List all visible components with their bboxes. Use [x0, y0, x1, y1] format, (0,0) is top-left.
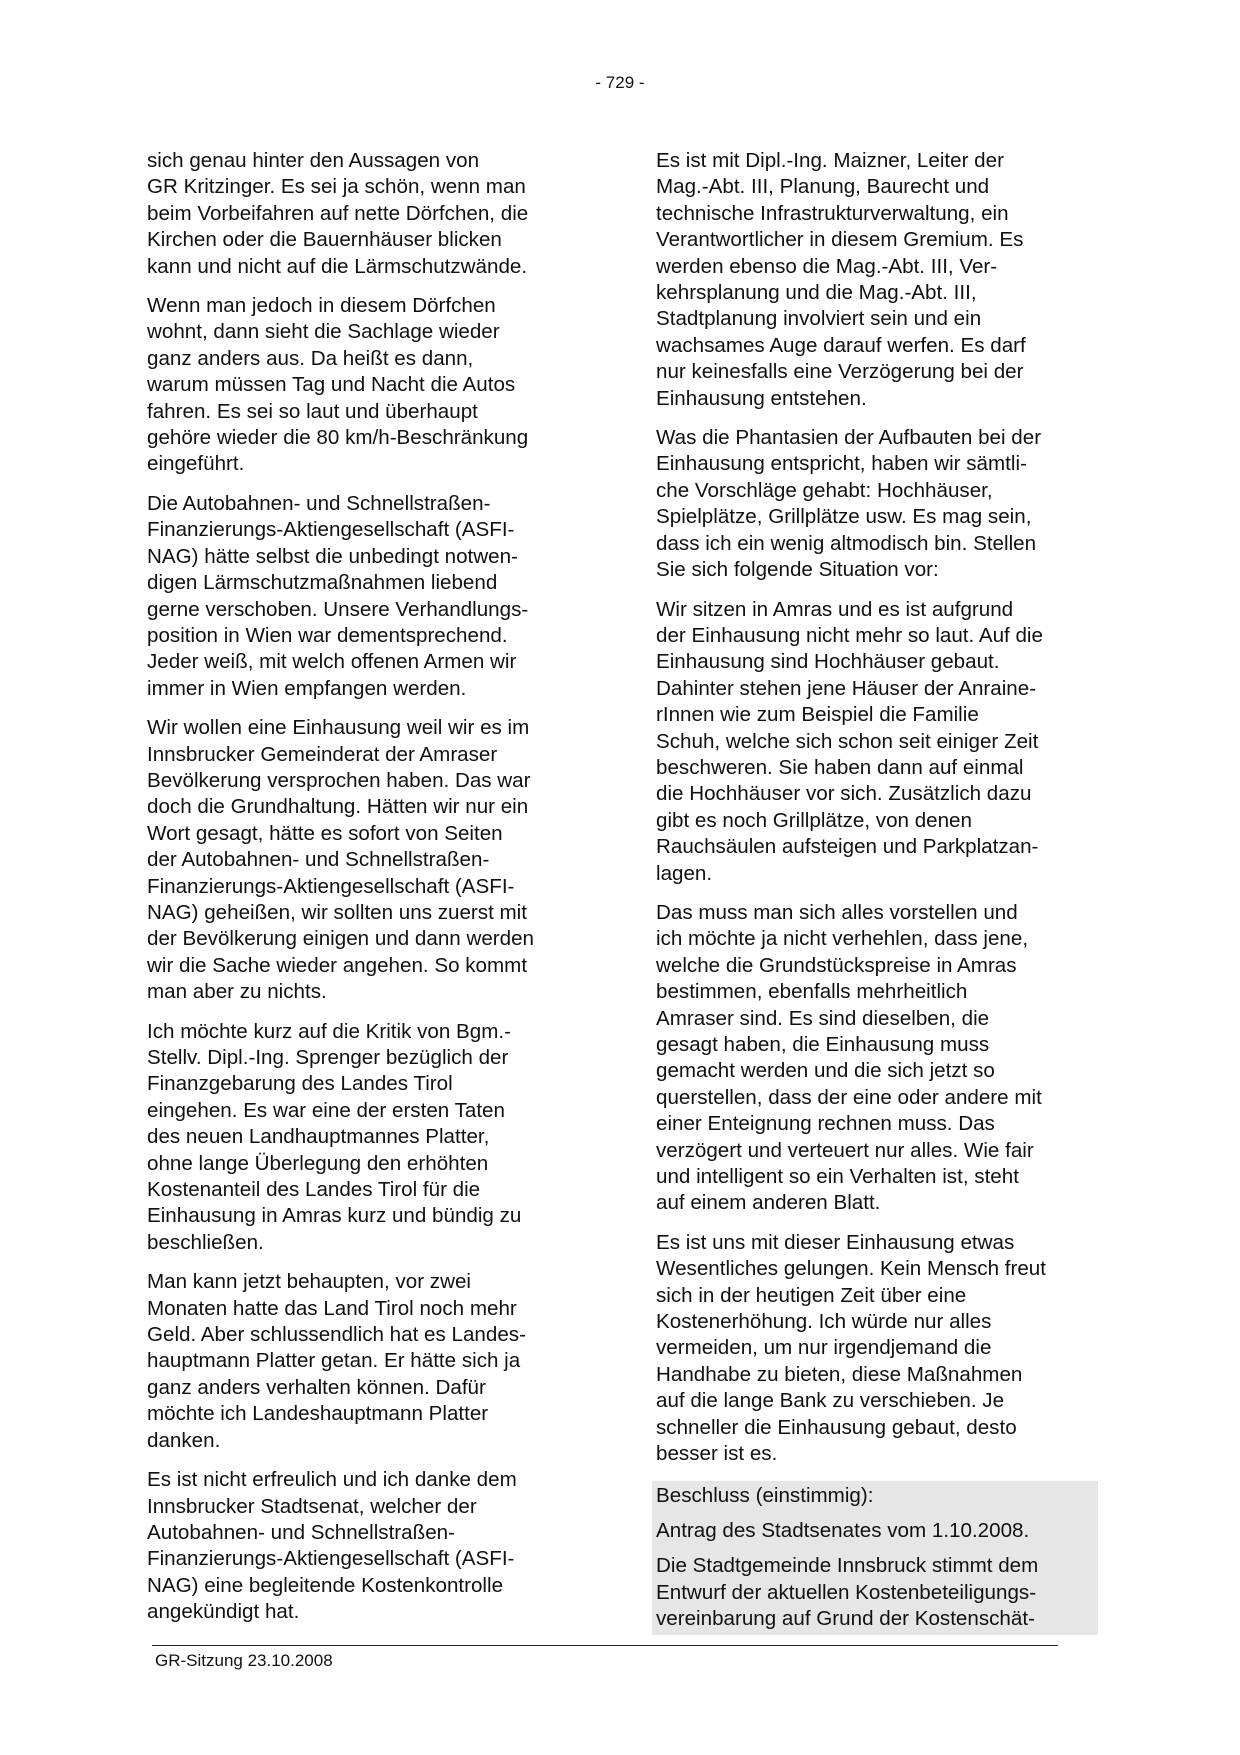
page-number: - 729 -: [595, 73, 645, 92]
right-column: [656, 148, 1098, 1635]
paragraph: Die Autobahnen- und Schnellstraßen- Finanzierungs-Aktiengesellschaft (ASFI- NAG) hätte selbst die unbedingt notwen- digen Lärmschutzmaßnahmen liebend gerne verschoben. Unsere Verhandlungs- position in Wien war dementsprechend. Jeder weiß, mit welch offenen Armen wir immer in Wien empfangen werden.: [147, 491, 529, 700]
paragraph: Wir sitzen in Amras und es ist aufgrund der Einhausung nicht mehr so laut. Auf die Einhausung sind Hochhäuser gebaut. Dahinter stehen jene Häuser der Anraine- rInnen wie zum Beispiel die Familie Schuh, welche sich schon seit einiger Zeit beschweren. Sie haben dann auf einmal die Hochhäuser vor sich. Zusätzlich dazu gibt es noch Grillplätze, von denen Rauchsäulen aufsteigen und Parkplatzan- lagen.: [656, 597, 1043, 885]
resolution-heading: Beschluss (einstimmig):: [656, 1483, 874, 1507]
paragraph: Ich möchte kurz auf die Kritik von Bgm.- Stellv. Dipl.-Ing. Sprenger bezüglich der Finanzgebarung des Landes Tirol eingehen. Es war eine der ersten Taten des neuen Landhauptmannes Platter, ohne lange Überlegung den erhöhten Kostenanteil des Landes Tirol für die Einhausung in Amras kurz und bündig zu beschließen.: [147, 1019, 522, 1254]
paragraph: Man kann jetzt behaupten, vor zwei Monaten hatte das Land Tirol noch mehr Geld. Aber schlussendlich hat es Landes- hauptmann Platter getan. Er hätte sich ja ganz anders verhalten können. Dafür möchte ich Landeshauptmann Platter danken.: [147, 1270, 526, 1452]
paragraph: sich genau hinter den Aussagen von GR Kritzinger. Es sei ja schön, wenn man beim Vorbeifahren auf nette Dörfchen, die Kirchen oder die Bauernhäuser blicken kann und nicht auf die Lärmschutzwände.: [147, 149, 529, 278]
paragraph: Was die Phantasien der Aufbauten bei der Einhausung entspricht, haben wir sämtli- che Vorschläge gehabt: Hochhäuser, Spielplätze, Grillplätze usw. Es mag sein, dass ich ein wenig altmodisch bin. Stellen Sie sich folgende Situation vor:: [656, 426, 1042, 582]
paragraph: Wir wollen eine Einhausung weil wir es im Innsbrucker Gemeinderat der Amraser Bevölkerung versprochen haben. Das war doch die Grundhaltung. Hätten wir nur ein Wort gesagt, hätte es sofort von Seiten der Autobahnen- und Schnellstraßen- Finanzierungs-Aktiengesellschaft (ASFI- NAG) geheißen, wir sollten uns zuerst mit der Bevölkerung einigen und dann werden wir die Sache wieder angehen. So kommt man aber zu nichts.: [147, 716, 534, 1004]
resolution-block: [652, 1481, 1098, 1635]
paragraph: Es ist nicht erfreulich und ich danke dem Innsbrucker Stadtsenat, welcher der Autobahnen- und Schnellstraßen- Finanzierungs-Aktiengesellschaft (ASFI- NAG) eine begleitende Kostenkontrolle angekündigt hat.: [147, 1468, 517, 1624]
footer-divider: [152, 1645, 1058, 1646]
paragraph: Es ist uns mit dieser Einhausung etwas Wesentliches gelungen. Kein Mensch freut sich in der heutigen Zeit über eine Kostenerhöhung. Ich würde nur alles vermeiden, um nur irgendjemand die Handhabe zu bieten, diese Maßnahmen auf die lange Bank zu verschieben. Je schneller die Einhausung gebaut, desto besser ist es.: [656, 1230, 1046, 1466]
paragraph: Es ist mit Dipl.-Ing. Maizner, Leiter der Mag.-Abt. III, Planung, Baurecht und technische Infrastrukturverwaltung, ein Verantwortlicher in diesem Gremium. Es werden ebenso die Mag.-Abt. III, Ver- kehrsplanung und die Mag.-Abt. III, Stadtplanung involviert sein und ein wachsames Auge darauf werfen. Es darf nur keinesfalls eine Verzögerung bei der Einhausung entstehen.: [656, 149, 1026, 410]
resolution-motion: Antrag des Stadtsenates vom 1.10.2008.: [656, 1518, 1030, 1542]
paragraph: Wenn man jedoch in diesem Dörfchen wohnt, dann sieht die Sachlage wieder ganz anders aus. Da heißt es dann, warum müssen Tag und Nacht die Autos fahren. Es sei so laut und überhaupt gehöre wieder die 80 km/h-Beschränkung eingeführt.: [147, 294, 529, 476]
footer-session-date: GR-Sitzung 23.10.2008: [155, 1651, 333, 1670]
paragraph: Das muss man sich alles vorstellen und ich möchte ja nicht verhehlen, dass jene, welche die Grundstückspreise in Amras bestimmen, ebenfalls mehrheitlich Amraser sind. Es sind dieselben, die gesagt haben, die Einhausung muss gemacht werden und die sich jetzt so querstellen, dass der eine oder andere mit einer Enteignung rechnen muss. Das verzögert und verteuert nur alles. Wie fair und intelligent so ein Verhalten ist, steht auf einem anderen Blatt.: [656, 900, 1042, 1215]
resolution-text: Die Stadtgemeinde Innsbruck stimmt dem Entwurf der aktuellen Kostenbeteiligungs- vereinbarung auf Grund der Kostenschät-: [656, 1554, 1039, 1631]
left-column: [147, 148, 587, 1639]
